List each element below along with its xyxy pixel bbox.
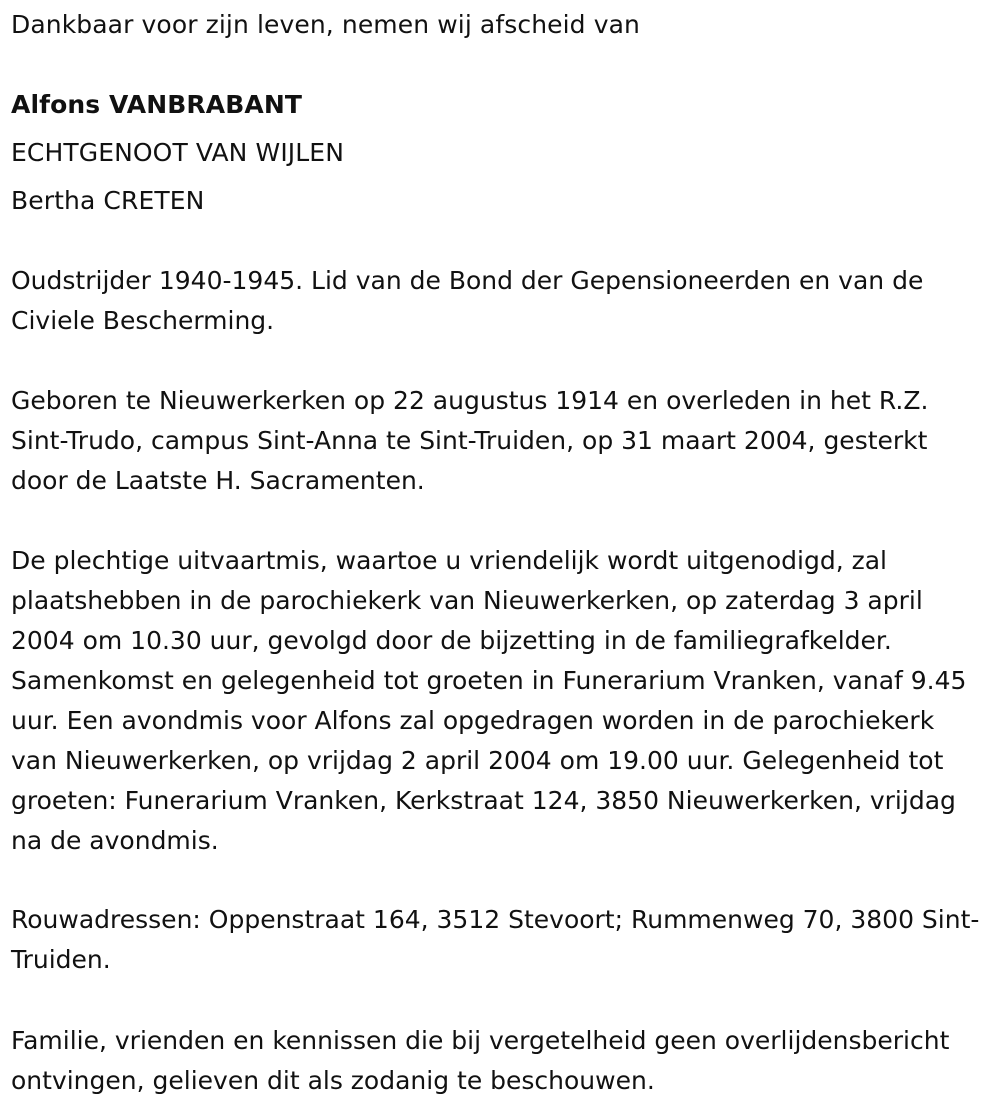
paragraph-closing: Familie, vrienden en kennissen die bij vergetelheid geen overlijdensbericht ontvingen, gelieven dit als zodanig te beschouwen. bbox=[11, 1026, 950, 1095]
deceased-name: Alfons VANBRABANT bbox=[11, 90, 303, 119]
paragraph-funeral: De plechtige uitvaartmis, waartoe u vriendelijk wordt uitgenodigd, zal plaatshebben in de parochiekerk van Nieuwerkerken, op zaterdag 3 april 2004 om 10.30 uur, gevolgd door de bijzetting in de familiegrafkelder. Samenkomst en gelegenheid tot groeten in Funerarium Vranken, vanaf 9.45 uur. Een avondmis voor Alfons zal opgedragen worden in de parochiekerk van Nieuwerkerken, op vrijdag 2 april 2004 om 19.00 uur. Gelegenheid tot groeten: Funerarium Vranken, Kerkstraat 124, 3850 Nieuwerkerken, vrijdag na de avondmis. bbox=[11, 546, 967, 855]
spouse-name: Bertha CRETEN bbox=[11, 186, 205, 215]
paragraph-veteran: Oudstrijder 1940-1945. Lid van de Bond der Gepensioneerden en van de Civiele Bescherming. bbox=[11, 266, 924, 335]
paragraph-birth-death: Geboren te Nieuwerkerken op 22 augustus 1914 en overleden in het R.Z. Sint-Trudo, campus Sint-Anna te Sint-Truiden, op 31 maart 2004, gesterkt door de Laatste H. Sacramenten. bbox=[11, 386, 929, 495]
relation-line: ECHTGENOOT VAN WIJLEN bbox=[11, 138, 345, 167]
intro-line: Dankbaar voor zijn leven, nemen wij afscheid van bbox=[11, 10, 640, 39]
paragraph-addresses: Rouwadressen: Oppenstraat 164, 3512 Stevoort; Rummenweg 70, 3800 Sint-Truiden. bbox=[11, 905, 980, 974]
